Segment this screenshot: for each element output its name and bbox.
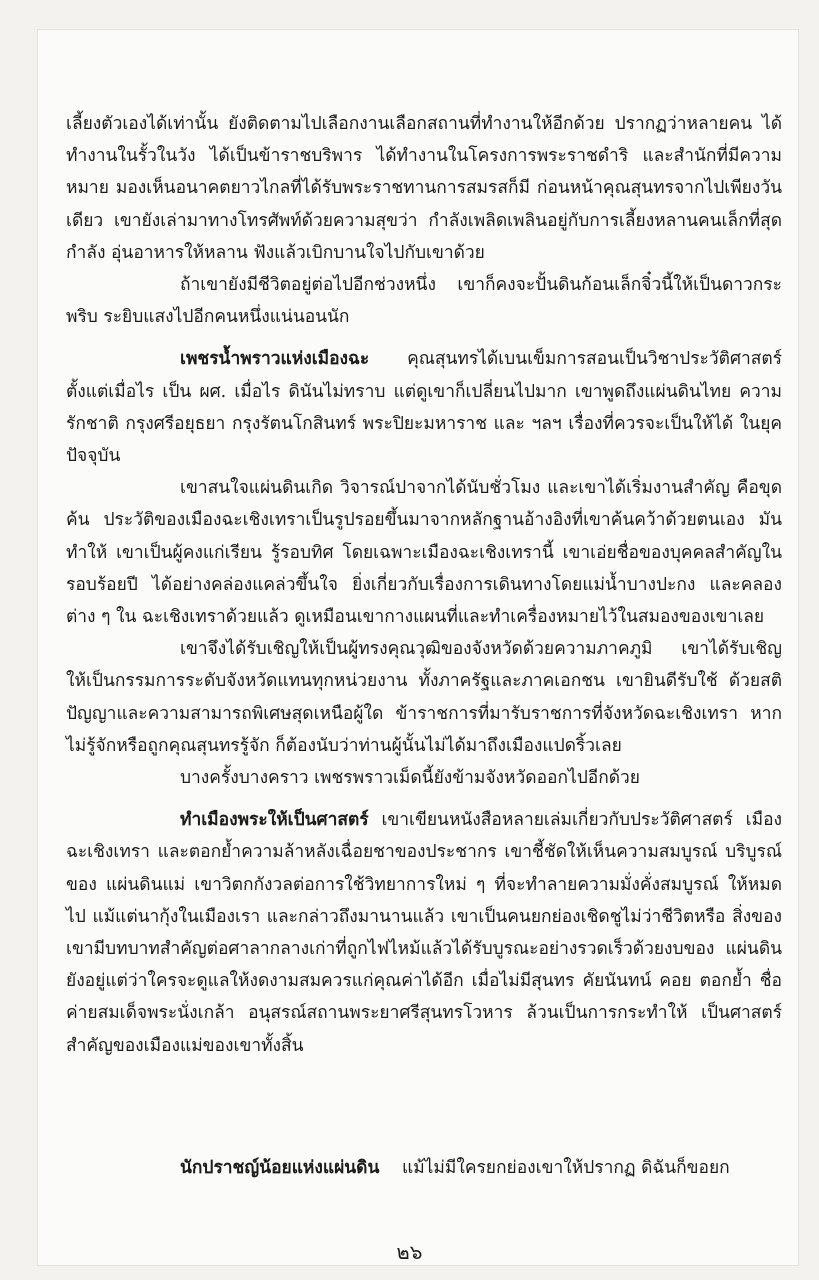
text-line: เป็นศาสตร์สำคัญของเมืองแม่ของเขาทั้งสิ้น (66, 1003, 783, 1056)
text-line: เขาสนใจแผ่นดินเกิด วิจารณ์ปาจากได้นับชั่วโมง และเขาได้เริ่มงานสำคัญ คือขุดค้น (66, 478, 782, 531)
text-line: มองเห็นอนาคตยาวไกลที่ได้รับพระราชทานการสมรสก็มี ก่อนหน้าคุณสุนทรจากไปเพียงวันเดียว (66, 178, 783, 231)
text-line: เขาเป็นผู้คงแก่เรียน รู้รอบทิศ โดยเฉพาะเมืองฉะเชิงเทรานี้ เขาเอ่ยชื่อของบุคคลสำคัญในรอบร้อยปี (66, 542, 782, 595)
text-line: ได้อย่างคล่องแคล่วขึ้นใจ ยิ่งเกี่ยวกับเรื่องการเดินทางโดยแม่น้ำบางปะกง และคลองต่าง ๆ ใน (66, 574, 782, 628)
text-line: ความรักชาติ กรุงศรีอยุธยา กรุงรัตนโกสินทร์ พระปิยะมหาราช และ ฯลฯ เรื่องที่ควรจะเป็นให้ได้ (66, 381, 783, 434)
text-line: เขาเขียนหนังสือหลายเล่มเกี่ยวกับประวัติศาสตร์ (381, 810, 733, 831)
text-line: แผ่นดิน ยังอยู่แต่ว่าใครจะดูแลให้งดงามสมควรแก่คุณค่าได้อีก เมื่อไม่มีสุนทร คัยนันทน์ คอย (66, 939, 782, 992)
text-line: ถ้าเขายังมีชีวิตอยู่ต่อไปอีกช่วงหนึ่ง เขาก็คงจะปั้นดินก้อนเล็กจิ๋วนี้ให้เป็นดาวกระพริบ (66, 275, 782, 328)
text-line: ตอกย้ำ ชื่อค่ายสมเด็จพระนั่งเกล้า อนุสรณ์สถานพระยาศรีสุนทรโวหาร ล้วนเป็นการกระทำให้ (66, 971, 783, 1024)
text-line: บางครั้งบางคราว เพชรพราวเม็ดนี้ยังข้ามจังหวัดออกไปอีกด้วย (180, 768, 640, 789)
text-line: ได้ทำงานในรั้วในวัง ได้เป็นข้าราชบริพาร ได้ทำงานในโครงการพระราชดำริ และสำนักที่มีความหมาย (66, 114, 782, 199)
text-line: ด้วยสติปัญญาและความสามารถพิเศษสุดเหนือผู้ใด ข้าราชการที่มารับราชการที่จังหวัดฉะเชิงเทรา (66, 671, 782, 724)
footer-heading: นักปราชญ์น้อยแห่งแผ่นดิน (180, 1158, 380, 1178)
text-line: ฉะเชิงเทราด้วยแล้ว ดูเหมือนเขากางแผนที่และทำเครื่องหมายไว้ในสมองของเขาเลย (141, 607, 765, 628)
text-line: ตั้งแต่เมื่อไร เป็น ผศ. เมื่อไร ดินันไม่ทราบ แต่ดูเขาก็เปลี่ยนไปมาก เขาพูดถึงแผ่นดินไทย (66, 381, 732, 402)
section-heading: เพชรน้ำพราวแห่งเมืองฉะ (180, 349, 370, 370)
paragraph-3 (66, 343, 782, 472)
text-line: สิ่งของ เขามีบทบาทสำคัญต่อศาลากลางเก่าที่ถูกไฟไหม้แล้วได้รับบูรณะอย่างรวดเร็วด้วยงบของ (66, 906, 783, 960)
page-number: ๒๖ (396, 1240, 423, 1264)
text-line: เขายังเล่ามาทางโทรศัพท์ด้วยความสุขว่า กำลังเพลิดเพลินอยู่กับการเลี้ยงหลานคนเล็กที่สุด กำลัง (66, 210, 782, 263)
text-line: ให้หมดไป แม้แต่นากุ้งในเมืองเรา และกล่าวถึงมานานแล้ว เขาเป็นคนยกย่องเชิดชูไม่ว่าชีวิตหรือ (66, 874, 782, 927)
paragraph-5 (66, 633, 782, 762)
text-line: เลี้ยงตัวเองได้เท่านั้น ยังติดตามไปเลือกงานเลือกสถานที่ทำงานให้อีกด้วย ปรากฏว่าหลายคน (66, 114, 753, 134)
paragraph-2 (66, 269, 782, 333)
section-heading: ทำเมืองพระให้เป็นศาสตร์ (180, 810, 369, 831)
paragraph-6 (66, 762, 782, 794)
paragraph-1 (66, 108, 782, 269)
text-line: หากไม่รู้จักหรือถูกคุณสุนทรรู้จัก ก็ต้องนับว่าท่านผู้นั้นไม่ได้มาถึงเมืองแปดริ้วเลย (66, 703, 782, 756)
footer-text: แม้ไม่มีใครยกย่องเขาให้ปรากฏ ดิฉันก็ขอยก (402, 1158, 730, 1178)
paragraph-7 (66, 804, 782, 1062)
text-line: อุ่นอาหารให้หลาน ฟังแล้วเบิกบานใจไปกับเขาด้วย (110, 242, 485, 263)
text-line: เมืองฉะเชิงเทรา และตอกย้ำความล้าหลังเฉื่อยชาของประชากร เขาชี้ชัดให้เห็นความสมบูรณ์ (66, 810, 782, 863)
text-line: บริบูรณ์ของ แผ่นดินแม่ เขาวิตกกังวลต่อการใช้วิทยาการใหม่ ๆ ที่จะทำลายความมั่งคั่งสมบูรณ์ (66, 842, 783, 895)
text-line: ในยุคปัจจุบัน (66, 413, 783, 467)
body-text (66, 108, 782, 1062)
text-line: ให้เป็นกรรมการระดับจังหวัดแทนทุกหน่วยงาน ทั้งภาครัฐและภาคเอกชน เขายินดีรับใช้ (66, 671, 718, 692)
text-line: เขาจึงได้รับเชิญให้เป็นผู้ทรงคุณวุฒิของจังหวัดด้วยความภาคภูมิ เขาได้รับเชิญ (180, 639, 782, 660)
text-line: คุณสุนทรได้เบนเข็มการสอนเป็นวิชาประวัติศาสตร์ (407, 349, 782, 370)
text-line: ประวัติของเมืองฉะเชิงเทราเป็นรูปรอยขึ้นมาจากหลักฐานอ้างอิงที่เขาค้นคว้าด้วยตนเอง มันทำให้ (66, 510, 783, 563)
paragraph-4 (66, 472, 782, 633)
text-line: ระยิบแสงไปอีกคนหนึ่งแน่นอนนัก (103, 307, 350, 328)
